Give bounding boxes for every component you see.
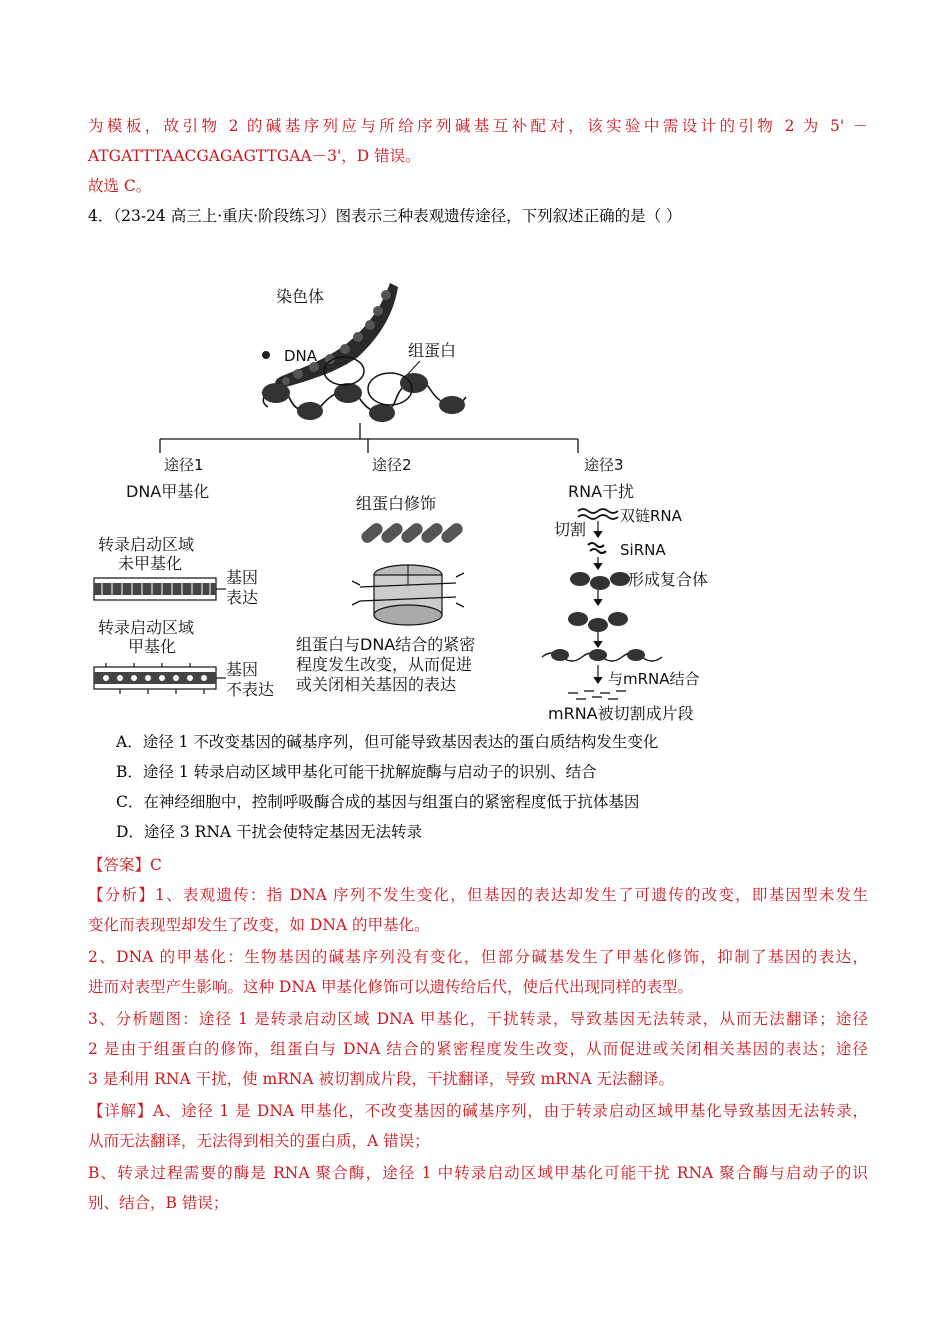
analysis-line-5: 3、分析题图：途径 1 是转录启动区域 DNA 甲基化，干扰转录，导致基因无法转录，从而无法翻译；途径: [88, 1010, 868, 1028]
not-expressed-label-2: 不表达: [226, 680, 275, 699]
path2-desc-3: 或关闭相关基因的表达: [296, 675, 457, 694]
methylated-dna-strip: [94, 663, 226, 694]
unmethylated-label-2: 未甲基化: [118, 554, 183, 573]
answer-label: 【答案】: [88, 856, 151, 874]
mrna-binding-illustration: [542, 649, 662, 661]
label-cut: 切割: [554, 520, 587, 539]
path2-desc-2: 程度发生改变，从而促进: [296, 655, 473, 674]
detail-line-4: 别、结合，B 错误；: [88, 1194, 229, 1212]
detail-line-3: B、转录过程需要的酶是 RNA 聚合酶，途径 1 中转录启动区域甲基化可能干扰 RNA 聚合酶与启动子的识: [88, 1164, 868, 1182]
intro-line-3: 故选 C。: [88, 177, 152, 195]
complex-illustration-2: [568, 612, 628, 632]
analysis-line-1: 【分析】1、表观遗传：指 DNA 序列不发生变化，但基因的表达却发生了可遗传的改变，即基因型未发生: [88, 886, 868, 904]
unmethylated-label-1: 转录启动区域: [98, 535, 195, 554]
mrna-fragments-illustration: [568, 691, 626, 699]
option-a: A．途径 1 不改变基因的碱基序列，但可能导致基因表达的蛋白质结构发生变化: [116, 733, 659, 751]
label-dna: DNA: [284, 347, 318, 365]
analysis-line-3: 2、DNA 的甲基化：生物基因的碱基序列没有变化，但部分碱基发生了甲基化修饰，抑制了基因的表达，: [88, 948, 868, 966]
detail-line-1: 【详解】A、途径 1 是 DNA 甲基化，不改变基因的碱基序列，由于转录启动区域甲基化导致基因无法转录，: [88, 1102, 868, 1120]
not-expressed-label-1: 基因: [226, 660, 259, 679]
unmethylated-dna-strip: [94, 578, 226, 600]
analysis-line-4: 进而对表型产生影响。这种 DNA 甲基化修饰可以遗传给后代，使后代出现同样的表型。: [88, 978, 694, 996]
histone-tails-illustration: [359, 521, 465, 546]
expressed-label-2: 表达: [226, 588, 259, 607]
path1-label: 途径1: [164, 456, 204, 474]
path3-label: 途径3: [584, 456, 624, 474]
branch-lines: [160, 423, 578, 453]
path2-desc-1: 组蛋白与DNA结合的紧密: [296, 635, 476, 654]
answer-line: [88, 854, 868, 876]
expressed-label-1: 基因: [226, 568, 259, 587]
analysis-line-6: 2 是由于组蛋白的修饰，组蛋白与 DNA 结合的紧密程度发生改变，从而促进或关闭相关基因的表达；途径: [88, 1040, 868, 1058]
methylated-label-1: 转录启动区域: [98, 618, 195, 637]
epigenetics-figure: [90, 265, 730, 730]
label-sirna: SiRNA: [620, 541, 666, 559]
label-complex: 形成复合体: [628, 570, 709, 589]
label-dsrna: 双链RNA: [620, 507, 682, 525]
option-d: D．途径 3 RNA 干扰会使特定基因无法转录: [116, 823, 422, 841]
option-b: B．途径 1 转录启动区域甲基化可能干扰解旋酶与启动子的识别、结合: [116, 763, 597, 781]
detail-label: 【详解】: [88, 1102, 154, 1120]
detail-line-2: 从而无法翻译，无法得到相关的蛋白质，A 错误；: [88, 1132, 430, 1150]
label-bind-mrna: 与mRNA结合: [608, 670, 700, 688]
path2-title: 组蛋白修饰: [356, 494, 437, 513]
complex-illustration: [570, 572, 630, 590]
path1-title: DNA甲基化: [126, 482, 210, 501]
sirna-illustration: [588, 543, 606, 553]
analysis-label: 【分析】: [88, 886, 156, 904]
histone-octamer-illustration: [352, 565, 464, 625]
nucleosome-chain: [262, 357, 466, 422]
analysis-line-7: 3 是利用 RNA 干扰，使 mRNA 被切割成片段，干扰翻译，导致 mRNA 无法翻译。: [88, 1070, 675, 1088]
question-stem: 4．（23-24 高三上·重庆·阶段练习）图表示三种表观遗传途径，下列叙述正确的是（ ）: [88, 207, 682, 225]
label-chromosome: 染色体: [276, 287, 325, 306]
path3-title: RNA干扰: [568, 482, 635, 501]
option-c: C．在神经细胞中，控制呼吸酶合成的基因与组蛋白的紧密程度低于抗体基因: [116, 793, 640, 811]
answer-value: C: [150, 856, 162, 874]
intro-line-1: 为模板，故引物 2 的碱基序列应与所给序列碱基互补配对，该实验中需设计的引物 2 为 5' －: [88, 117, 868, 135]
label-mrna-cut: mRNA被切割成片段: [548, 704, 694, 723]
methylated-label-2: 甲基化: [128, 637, 177, 656]
path2-label: 途径2: [372, 456, 412, 474]
label-histone: 组蛋白: [408, 341, 457, 360]
analysis-line-2: 变化而表现型却发生了改变，如 DNA 的甲基化。: [88, 916, 430, 934]
dsrna-illustration: [578, 509, 618, 519]
intro-line-2: ATGATTTAACGAGAGTTGAA－3'，D 错误。: [88, 147, 421, 165]
